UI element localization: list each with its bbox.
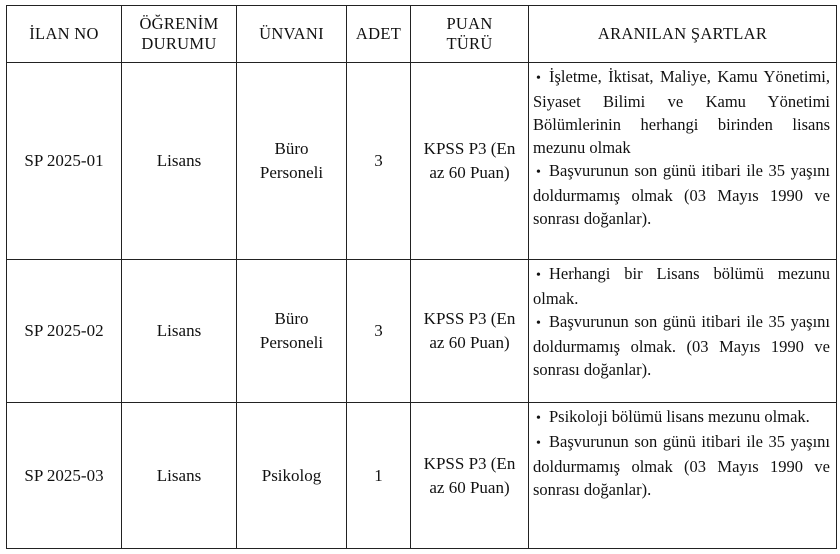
bullet-icon: •	[536, 268, 541, 283]
cell-puan-turu	[411, 63, 529, 260]
table-row	[7, 260, 837, 403]
requirement-list	[533, 65, 830, 230]
cell-ilan-no: SP 2025-02	[7, 260, 122, 403]
header-ogrenim-durumu	[122, 6, 237, 63]
job-listing-table	[6, 5, 837, 549]
cell-puan-turu	[411, 403, 529, 549]
table-row	[7, 63, 837, 260]
requirement-list	[533, 405, 830, 501]
puan-text: KPSS P3 (En az 60 Puan)	[423, 453, 516, 497]
cell-unvani	[237, 260, 347, 403]
header-ilan-no: İLAN NO	[7, 6, 122, 63]
cell-aranilan-sartlar	[529, 63, 837, 260]
cell-adet: 3	[347, 260, 411, 403]
requirement-text: Başvurunun son günü itibari ile 35 yaşını doldurmamış olmak. (03 Mayıs 1990 ve sonrası doğanlar).	[533, 312, 830, 379]
cell-aranilan-sartlar	[529, 260, 837, 403]
table-row	[7, 403, 837, 549]
requirement-text: İşletme, İktisat, Maliye, Kamu Yönetimi, Siyaset Bilimi ve Kamu Yönetimi Bölümlerinin herhangi birinden lisans mezunu olmak	[533, 67, 830, 157]
unvan-text: Büro Personeli	[259, 309, 324, 352]
cell-adet: 1	[347, 403, 411, 549]
bullet-icon: •	[536, 165, 541, 180]
puan-text: KPSS P3 (En az 60 Puan)	[423, 139, 516, 182]
cell-ogrenim-durumu: Lisans	[122, 63, 237, 260]
cell-ogrenim-durumu: Lisans	[122, 403, 237, 549]
requirement-text: Başvurunun son günü itibari ile 35 yaşını doldurmamış olmak (03 Mayıs 1990 ve sonrası doğanlar).	[533, 161, 830, 228]
header-unvani: ÜNVANI	[237, 6, 347, 63]
cell-aranilan-sartlar	[529, 403, 837, 549]
unvan-text: Büro Personeli	[259, 139, 324, 182]
list-item	[533, 159, 830, 230]
header-aranilan-sartlar: ARANILAN ŞARTLAR	[529, 6, 837, 63]
header-puan-turu	[411, 6, 529, 63]
requirement-text: Psikoloji bölümü lisans mezunu olmak.	[549, 407, 810, 426]
requirement-text: Başvurunun son günü itibari ile 35 yaşını doldurmamış olmak (03 Mayıs 1990 ve sonrası doğanlar).	[533, 432, 830, 499]
cell-ilan-no: SP 2025-03	[7, 403, 122, 549]
requirement-text: Herhangi bir Lisans bölümü mezunu olmak.	[533, 264, 830, 308]
list-item	[533, 405, 830, 430]
cell-adet: 3	[347, 63, 411, 260]
header-puan-text: PUAN TÜRÜ	[446, 14, 493, 53]
list-item	[533, 430, 830, 501]
bullet-icon: •	[536, 71, 541, 86]
cell-ilan-no: SP 2025-01	[7, 63, 122, 260]
cell-ogrenim-durumu: Lisans	[122, 260, 237, 403]
cell-puan-turu	[411, 260, 529, 403]
header-row	[7, 6, 837, 63]
requirement-list	[533, 262, 830, 381]
puan-text: KPSS P3 (En az 60 Puan)	[423, 309, 516, 352]
cell-unvani: Psikolog	[237, 403, 347, 549]
list-item	[533, 310, 830, 381]
header-ogrenim-text: ÖĞRENİM DURUMU	[139, 14, 219, 53]
bullet-icon: •	[536, 316, 541, 331]
header-adet: ADET	[347, 6, 411, 63]
list-item	[533, 262, 830, 310]
cell-unvani	[237, 63, 347, 260]
bullet-icon: •	[536, 411, 541, 426]
bullet-icon: •	[536, 436, 541, 451]
list-item	[533, 65, 830, 159]
